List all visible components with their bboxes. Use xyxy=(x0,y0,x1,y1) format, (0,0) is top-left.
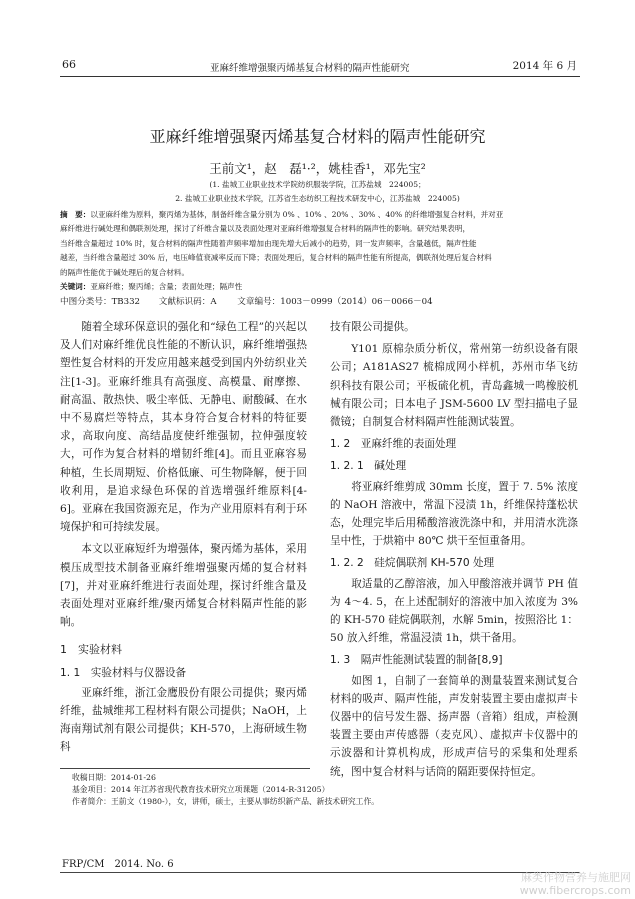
subsection-heading: 1. 2 亚麻纤维的表面处理 xyxy=(330,438,457,451)
body-paragraph: 随着全球环保意识的强化和“绿色工程”的兴起以及人们对麻纤维优良性能的不断认识，麻纤维增强热塑性复合材料的开发应用越来越受到国内外纺织业关注[1-3]。亚麻纤维具有高强度、高模量、耐摩擦、耐高温、散热快、吸尘率低、无静电、耐酸碱、在水中不易腐烂等特点，其本身符合复合材料的特征要求，高取向度、高结晶度使纤维强韧，拉伸强度较大，可作为复合材料的增韧纤维[4]。而且亚麻容易种植，生长周期短、价格低廉、可生物降解，便于回收利用，是追求绿色环保的首选增强纤维原料[4-6]。亚麻在我国资源充足，作为产业用原料有利于环境保护和可持续发展。 xyxy=(60,321,307,534)
affiliation-2: 2. 盐城工业职业技术学院，江苏省生态纺织工程技术研发中心，江苏盐城 224005) xyxy=(175,194,460,203)
section-heading: 1 实验材料 xyxy=(60,643,122,657)
classification-line: 中图分类号：TB332 文献标识码：A 文章编号：1003－0999（2014）06－0066－04 xyxy=(60,297,433,307)
footer-rule xyxy=(60,872,580,873)
body-paragraph: 技有限公司提供。 xyxy=(330,321,415,333)
subsubsection-heading: 1. 2. 2 硅烷偶联剂 KH-570 处理 xyxy=(330,557,495,570)
abstract xyxy=(60,208,580,280)
subsubsection-heading: 1. 2. 1 碱处理 xyxy=(330,460,407,473)
doc-code: A xyxy=(210,297,217,307)
body-paragraph: 取适量的乙醇溶液，加入甲酸溶液并调节 PH 值为 4～4. 5，在上述配制好的溶液中加入浓度为 3% 的 KH-570 硅烷偶联剂，水解 5min，按照浴比 1：50 放入纤维，常温浸渍 1h，烘干备用。 xyxy=(330,577,578,645)
keywords xyxy=(60,280,242,294)
issue-date: 2014 年 6 月 xyxy=(512,60,577,72)
right-column xyxy=(330,318,578,781)
page-number: 66 xyxy=(62,58,76,71)
body-paragraph: 亚麻纤维，浙江金鹰股份有限公司提供；聚丙烯纤维，盐城维邦工程材料有限公司提供；NaOH，上海南翔试剂有限公司提供；KH-570，上海研域生物科 xyxy=(60,686,307,754)
author-bio: 作者简介：王前文（1980-），女，讲师，硕士，主要从事纺织新产品、新技术研究工作。 xyxy=(72,797,380,806)
article-number: 1003－0999（2014）06－0066－04 xyxy=(280,297,433,307)
received-date: 收稿日期：2014-01-26 xyxy=(72,773,156,782)
fund-project: 基金项目：2014 年江苏省现代教育技术研究立项课题（2014-R-31205） xyxy=(72,785,330,794)
abstract-line: 摘 要：以亚麻纤维为原料，聚丙烯为基体，制备纤维含量分别为 0% 、10% 、20% 、30% 、40% 的纤维增强复合材料，并对亚 xyxy=(60,210,504,219)
abstract-label: 摘 要： xyxy=(60,210,91,219)
subsection-heading: 1. 3 隔声性能测试装置的制备[8,9] xyxy=(330,654,503,667)
footnote-rule xyxy=(60,768,310,769)
subsection-heading: 1. 1 实验材料与仪器设备 xyxy=(60,666,187,679)
header-rule xyxy=(60,76,580,77)
abstract-line: 越差，当纤维含量超过 30% 后，电压峰值衰减率反而下降；表面处理后，复合材料的隔声性能有所提高，偶联剂处理后复合材料 xyxy=(60,253,492,263)
watermark: 麻类作物营养与施肥网 www.fibercrops.com xyxy=(519,871,631,897)
footnote xyxy=(72,772,572,808)
abstract-line: 麻纤维进行碱处理和偶联剂处理，探讨了纤维含量以及表面处理对亚麻纤维增强复合材料的隔声性的影响。研究结果表明， xyxy=(60,224,471,234)
running-title: 亚麻纤维增强聚丙烯基复合材料的隔声性能研究 xyxy=(210,63,410,74)
clc-code: TB332 xyxy=(111,297,141,307)
article-title: 亚麻纤维增强聚丙烯基复合材料的隔声性能研究 xyxy=(149,127,486,146)
abstract-line: 当纤维含量超过 10% 时，复合材料的隔声性随着声频率增加由现先增大后减小的趋势，同一发声频率，含量越低，隔声性能 xyxy=(60,238,477,248)
affiliation-1: (1. 盐城工业职业技术学院纺织服装学院，江苏盐城 224005； xyxy=(209,180,426,189)
keywords-text: 亚麻纤维；聚丙烯；含量；表面处理；隔声性 xyxy=(90,282,243,291)
left-column xyxy=(60,318,307,757)
journal-footer: FRP/CM 2014. No. 6 xyxy=(62,859,174,870)
keywords-label: 关键词： xyxy=(60,282,91,291)
body-paragraph: Y101 原棉杂质分析仪，常州第一纺织设备有限公司；A181AS27 梳棉成网小样机，苏州市华飞纺织科技有限公司；平板硫化机，青岛鑫城一鸣橡胶机械有限公司；日本电子 JSM-5600 LV 型扫描电子显微镜；自制复合材料隔声性能测试装置。 xyxy=(330,343,578,429)
author-list: 王前文¹，赵 磊¹·²，姚桂香¹，邓先宝² xyxy=(209,161,426,176)
body-paragraph: 将亚麻纤维剪成 30mm 长度，置于 7. 5% 浓度的 NaOH 溶液中，常温下浸渍 1h，纤维保持蓬松状态，处理完毕后用稀酸溶液洗涤中和，并用清水洗涤呈中性，于烘箱中 80℃ 烘干至恒重备用。 xyxy=(330,480,578,548)
body-paragraph: 如图 1，自制了一套简单的测量装置来测试复合材料的吸声、隔声性能，声发射装置主要由虚拟声卡仪器中的信号发生器、扬声器（音箱）组成，声检测装置主要由声传感器（麦克风）、虚拟声卡仪器中的示波器和计算机构成，形成声信号的采集和处理系统，图中复合材料与话筒的隔距要保持恒定。 xyxy=(330,674,578,778)
abstract-line: 的隔声性能优于碱处理后的复合材料。 xyxy=(60,267,190,277)
body-paragraph: 本文以亚麻短纤为增强体，聚丙烯为基体，采用模压成型技术制备亚麻纤维增强聚丙烯的复合材料[7]，并对亚麻纤维进行表面处理，探讨纤维含量及表面处理对亚麻纤维/聚丙烯复合材料隔声性能的影响。 xyxy=(60,543,307,629)
